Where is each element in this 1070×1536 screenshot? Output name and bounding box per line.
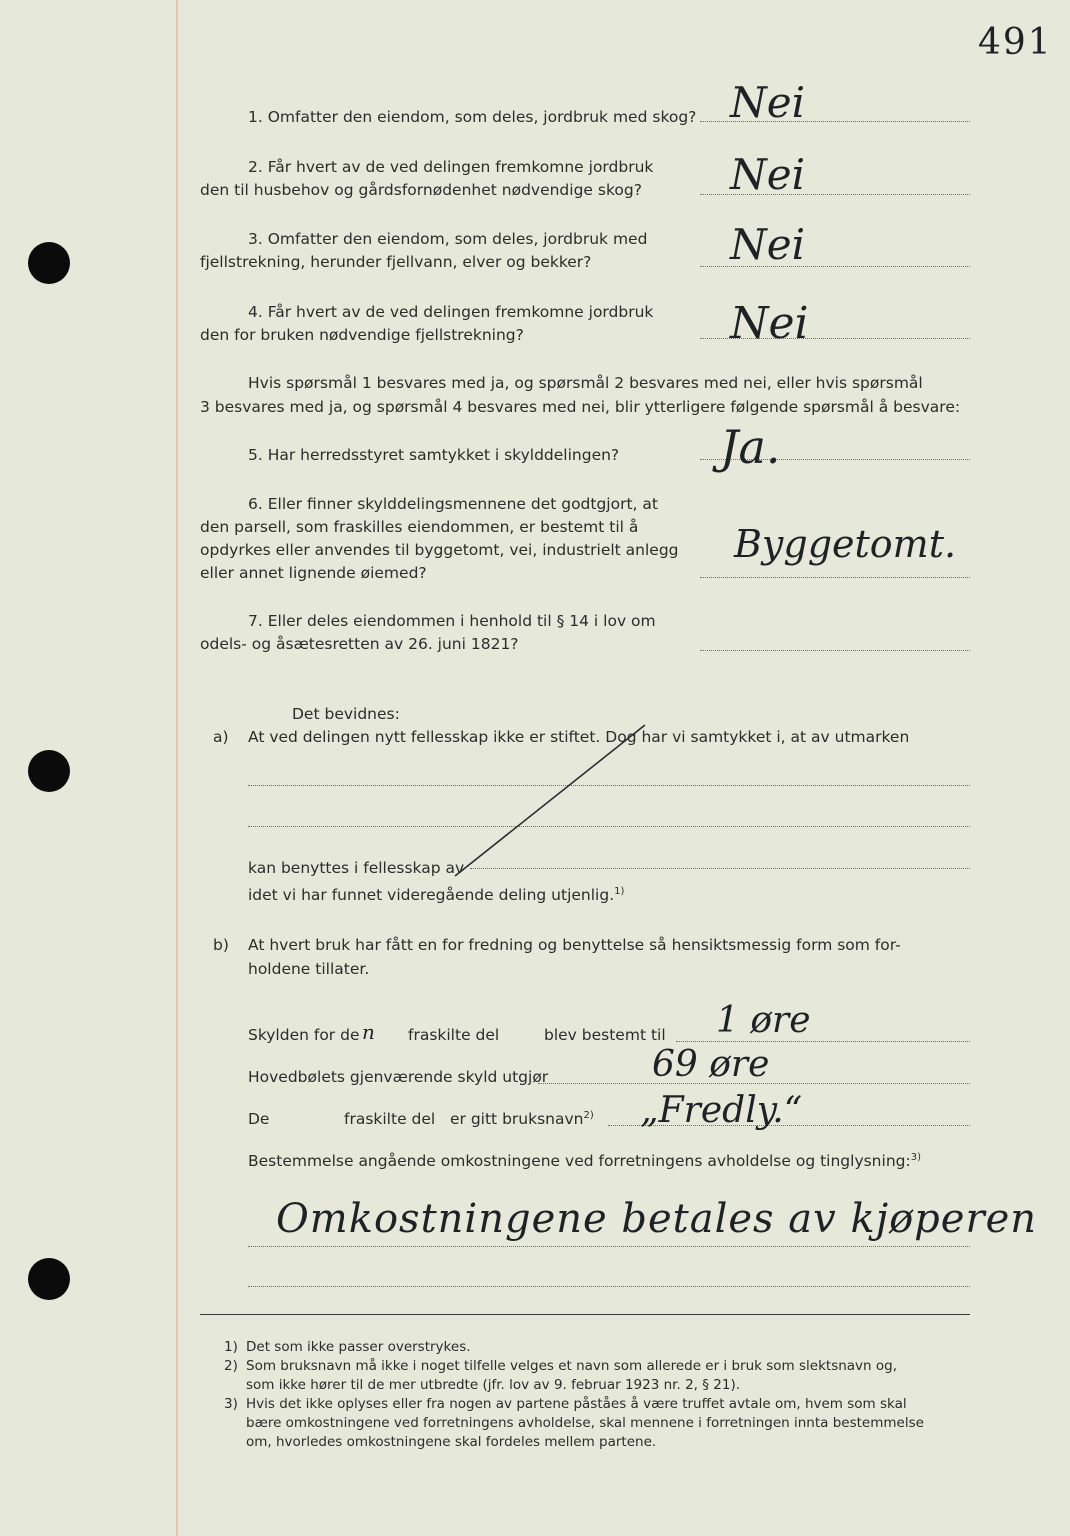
question-5-answer: Ja. (720, 420, 781, 474)
intro-line-2: 3 besvares med ja, og spørsmål 4 besvares med nei, blir ytterligere følgende spørsmål å besvare: (200, 398, 961, 416)
question-2-answer: Nei (730, 150, 806, 199)
blank-line (248, 1286, 970, 1287)
question-5-text: 5. Har herredsstyret samtykket i skylddelingen? (248, 446, 620, 464)
question-1-text: 1. Omfatter den eiendom, som deles, jordbruk med skog? (248, 108, 697, 126)
question-1-answer: Nei (730, 78, 806, 127)
skyld-row-1-label-c: blev bestemt til (544, 1026, 666, 1044)
skyld-row-1-label-a: Skylden for de (248, 1026, 360, 1044)
question-6-answer: Byggetomt. (734, 522, 957, 566)
item-b-label: b) (213, 936, 229, 954)
blank-line (248, 1246, 970, 1247)
skyld-row-3-label-c: er gitt bruksnavn$^{2)}$ (450, 1109, 594, 1128)
question-4-line-2: den for bruken nødvendige fjellstrekning? (200, 326, 524, 344)
question-6-line-4: eller annet lignende øiemed? (200, 564, 427, 582)
skyld-row-2-label: Hovedbølets gjenværende skyld utgjør (248, 1068, 549, 1086)
intro-line-1: Hvis spørsmål 1 besvares med ja, og spørsmål 2 besvares med nei, eller hvis spørsmål (248, 374, 923, 392)
cost-answer: Omkostningene betales av kjøperen (276, 1196, 1038, 1242)
footnote-1-line-1: Det som ikke passer overstrykes. (246, 1339, 471, 1355)
footnote-3-line-1: Hvis det ikke oplyses eller fra nogen av partene påståes å være truffet avtale om, hvem som skal (246, 1396, 907, 1412)
skyld-row-3-label-b: fraskilte del (344, 1110, 436, 1128)
item-a-label: a) (213, 728, 229, 746)
question-3-line-2: fjellstrekning, herunder fjellvann, elver og bekker? (200, 253, 592, 271)
item-b-line-2: holdene tillater. (248, 960, 370, 978)
skyld-row-1-label-b: fraskilte del (408, 1026, 500, 1044)
item-b-line-1: At hvert bruk har fått en for fredning og benyttelse så hensiktsmessig form som for- (248, 936, 901, 954)
footnote-3-line-2: bære omkostningene ved forretningens avholdelse, skal mennene i forretningen innta bestemmelse (246, 1415, 924, 1431)
question-7-line-2: odels- og åsætesretten av 26. juni 1821? (200, 635, 519, 653)
skyld-row-1-answer: 1 øre (716, 1000, 811, 1041)
footnote-3-mark: 3) (224, 1396, 238, 1412)
answer-line (676, 1041, 970, 1042)
item-a-line-3: kan benyttes i fellesskap av (248, 859, 465, 877)
question-2-line-1: 2. Får hvert av de ved delingen fremkomne jordbruk (248, 158, 654, 176)
question-2-line-2: den til husbehov og gårdsfornødenhet nødvendige skog? (200, 181, 642, 199)
question-6-line-2: den parsell, som fraskilles eiendommen, er bestemt til å (200, 518, 639, 536)
footnote-2-mark: 2) (224, 1358, 238, 1374)
page-number: 491 (978, 22, 1053, 63)
footnote-2-line-2: som ikke hører til de mer utbredte (jfr. lov av 9. februar 1923 nr. 2, § 21). (246, 1377, 741, 1393)
item-a-line-4: idet vi har funnet videregående deling utjenlig.$^{1)}$ (248, 885, 625, 904)
question-3-line-1: 3. Omfatter den eiendom, som deles, jordbruk med (248, 230, 648, 248)
question-4-line-1: 4. Får hvert av de ved delingen fremkomne jordbruk (248, 303, 654, 321)
skyld-row-4-label: Bestemmelse angående omkostningene ved forretningens avholdelse og tinglysning:$^{3)}$ (248, 1151, 921, 1170)
question-3-answer: Nei (730, 220, 806, 269)
footnote-divider (200, 1314, 970, 1315)
footnote-2-line-1: Som bruksnavn må ikke i noget tilfelle velges et navn som allerede er i bruk som slektsnavn og, (246, 1358, 898, 1374)
footnote-3-line-3: om, hvorledes omkostningene skal fordeles mellem partene. (246, 1434, 657, 1450)
question-4-answer: Nei (730, 298, 809, 349)
skyld-row-2-answer: 69 øre (652, 1044, 770, 1085)
skyld-row-3-answer: „Fredly.“ (640, 1090, 803, 1131)
question-6-line-1: 6. Eller finner skylddelingsmennene det godtgjort, at (248, 495, 658, 513)
item-a-text: At ved delingen nytt fellesskap ikke er stiftet. Dog har vi samtykket i, at av utmarken (248, 728, 910, 746)
question-7-line-1: 7. Eller deles eiendommen i henhold til § 14 i lov om (248, 612, 656, 630)
skyld-row-3-label-a: De (248, 1110, 270, 1128)
question-6-line-3: opdyrkes eller anvendes til byggetomt, vei, industrielt anlegg (200, 541, 679, 559)
bevidnes-heading: Det bevidnes: (292, 705, 400, 723)
skyld-row-1-handwritten-suffix: n (362, 1020, 375, 1044)
footnote-1-mark: 1) (224, 1339, 238, 1355)
